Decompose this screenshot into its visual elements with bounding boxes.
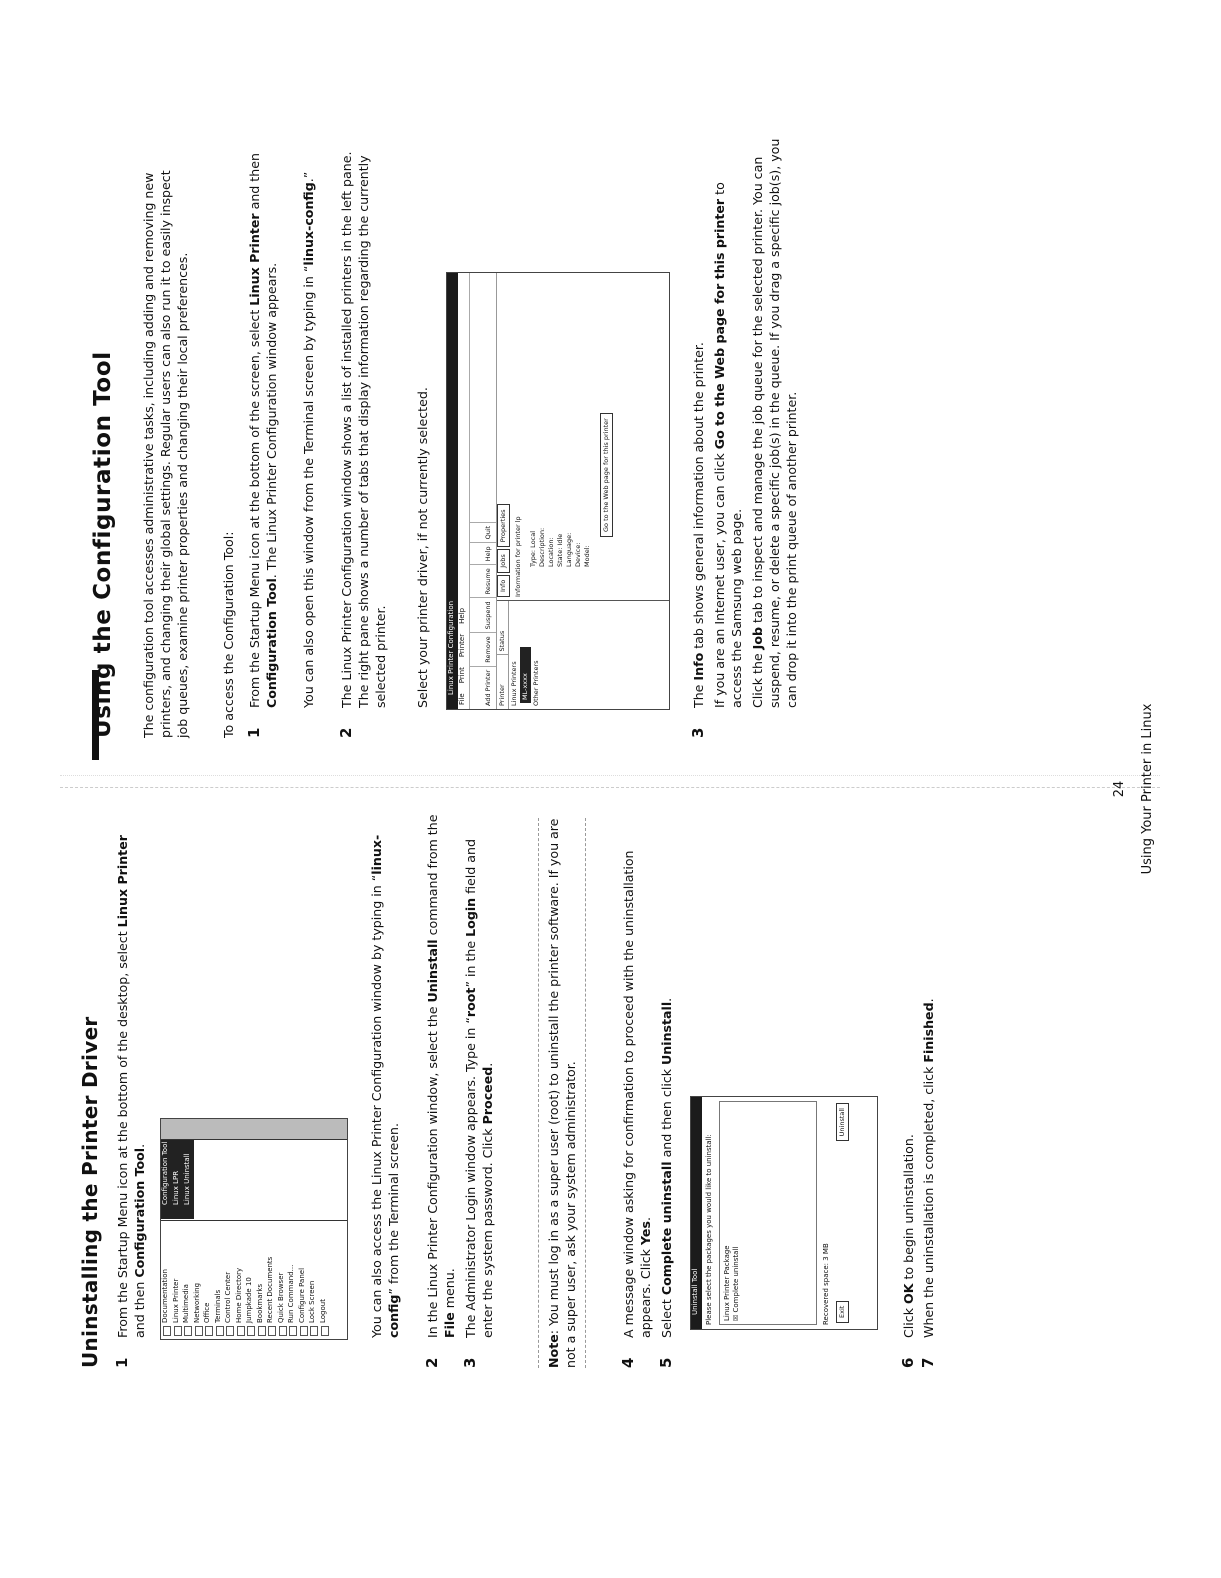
config-window-title: Linux Printer Configuration xyxy=(447,273,458,709)
menu-print[interactable]: Print xyxy=(458,667,466,684)
toolbar-resume-button[interactable]: Resume xyxy=(470,564,496,597)
printer-info-pane xyxy=(497,273,669,597)
info-field-location: Location: xyxy=(547,537,555,567)
uninstall-dialog-title: Uninstall Tool xyxy=(691,1097,702,1329)
note-box xyxy=(538,818,586,1368)
menu-item-linux-printer[interactable]: Linux Printer xyxy=(172,1221,183,1339)
step-number: 2 xyxy=(337,727,355,738)
section-title-uninstall: Uninstalling the Printer Driver xyxy=(78,1016,102,1368)
step-text: When the uninstallation is completed, click Finished. xyxy=(921,998,936,1338)
config-menubar xyxy=(458,273,470,709)
status-column-header[interactable]: Status xyxy=(498,630,506,652)
uninstall-dialog-screenshot xyxy=(690,1096,878,1330)
column-divider-secondary xyxy=(60,775,1160,776)
submenu-item-linux-lpr[interactable]: Linux LPR xyxy=(172,1170,180,1205)
step-text: From the Startup Menu icon at the bottom of the screen, select Linux Printer and then Configuration Tool. The Linux Printer Configuration window appears. xyxy=(247,153,279,708)
step-text xyxy=(690,138,800,708)
intro-paragraph: The configuration tool accesses administrative tasks, including adding and removing new printers, and changing their global settings. Regular users can also run it to easily inspect job queues, examine printer properties and changing their local preferences. xyxy=(141,170,190,738)
menu-printer[interactable]: Printer xyxy=(458,633,466,658)
info-field-type: Type: Local xyxy=(529,530,537,567)
printer-list-pane xyxy=(497,600,669,709)
column-divider xyxy=(60,787,1160,788)
tab-properties[interactable]: Properties xyxy=(497,504,510,547)
web-page-description: If you are an Internet user, you can click Go to the Web page for this printer to access the Samsung web page. xyxy=(712,182,744,708)
toolbar-remove-button[interactable]: Remove xyxy=(470,632,496,665)
selected-printer[interactable]: ML-xxxx xyxy=(520,647,531,703)
startup-menu-screenshot xyxy=(160,1118,348,1340)
select-driver-text: Select your printer driver, if not currently selected. xyxy=(415,387,430,708)
left-column xyxy=(0,808,1221,1368)
linux-printer-submenu xyxy=(161,1139,194,1219)
menu-item-configure-panel[interactable]: Configure Panel xyxy=(298,1221,309,1339)
info-tab-description: The Info tab shows general information about the printer. xyxy=(691,342,706,708)
step-number: 5 xyxy=(657,1357,675,1368)
info-header: Information for printer lp xyxy=(514,516,522,597)
menu-file[interactable]: File xyxy=(458,693,466,705)
step-number: 4 xyxy=(619,1357,637,1368)
submenu-item-linux-uninstall[interactable]: Linux Uninstall xyxy=(183,1153,191,1205)
info-field-model: Model: xyxy=(583,545,591,567)
note-label: Note xyxy=(546,1334,561,1368)
printer-column-header[interactable]: Printer xyxy=(497,655,508,710)
job-tab-description: Click the Job tab to inspect and manage the job queue for the selected printer. You can suspend, resume, or delete a specific job(s) in the queue. If you drag a specific job(s), you can drop it into the print queue of another printer. xyxy=(750,138,799,708)
info-field-state: State: Idle xyxy=(556,533,564,567)
step-number: 1 xyxy=(113,1357,131,1368)
menu-item-logout[interactable]: Logout xyxy=(319,1221,330,1339)
also-access-note: You can also access the Linux Printer Configuration window by typing in “linux-config” from the Terminal screen. xyxy=(369,834,401,1338)
step-text: Click OK to begin uninstallation. xyxy=(901,1134,916,1338)
info-field-language: Language: xyxy=(565,532,573,567)
toolbar-add-printer-button[interactable]: Add Printer xyxy=(470,666,496,709)
toolbar-quit-button[interactable]: Quit xyxy=(470,522,496,543)
tree-other-printers[interactable]: Other Printers xyxy=(532,660,540,706)
submenu-item-configuration-tool[interactable]: Configuration Tool xyxy=(161,1141,169,1205)
menu-item-quick-browser[interactable]: Quick Browser xyxy=(277,1221,288,1339)
step-text: The Linux Printer Configuration window shows a list of installed printers in the left pane. The right pane shows a number of tabs that display information regarding the currently selected printer. xyxy=(339,151,388,708)
toolbar-help-button[interactable]: Help xyxy=(470,542,496,564)
menu-item-recent-documents[interactable]: Recent Documents xyxy=(266,1221,277,1339)
tree-linux-printers[interactable]: Linux Printers xyxy=(510,661,518,706)
step-text: The Administrator Login window appears. Type in “root” in the Login field and enter the system password. Click Proceed. xyxy=(463,839,495,1338)
menu-item-terminals[interactable]: Terminals xyxy=(214,1221,225,1339)
config-toolbar xyxy=(470,273,497,709)
step-text: Select Complete uninstall and then click Uninstall. xyxy=(659,997,674,1338)
step-text: In the Linux Printer Configuration window, select the Uninstall command from the File menu. xyxy=(425,814,457,1338)
menu-item-lock-screen[interactable]: Lock Screen xyxy=(308,1221,319,1339)
info-field-device: Device: xyxy=(574,542,582,567)
section-title-config-tool: Using the Configuration Tool xyxy=(90,351,116,738)
menu-item-control-center[interactable]: Control Center xyxy=(224,1221,235,1339)
tab-jobs[interactable]: Jobs xyxy=(497,549,510,572)
menu-item-bookmarks[interactable]: Bookmarks xyxy=(256,1221,267,1339)
menu-item-documentation[interactable]: Documentation xyxy=(161,1221,172,1339)
menu-item-office[interactable]: Office xyxy=(203,1221,214,1339)
package-list xyxy=(719,1101,817,1325)
step-number: 6 xyxy=(899,1357,917,1368)
startup-menu-list xyxy=(161,1220,347,1339)
menu-item-multimedia[interactable]: Multimedia xyxy=(182,1221,193,1339)
menu-item-run-command[interactable]: Run Command... xyxy=(287,1221,298,1339)
step-text: A message window asking for confirmation to proceed with the uninstallation appears. Click Yes. xyxy=(621,850,653,1338)
footer-section-title: Using Your Printer in Linux xyxy=(1140,703,1155,875)
step-text: From the Startup Menu icon at the bottom of the desktop, select Linux Printer and then Configuration Tool. xyxy=(115,835,147,1338)
complete-uninstall-checkbox[interactable]: ☒ Complete uninstall xyxy=(732,1246,740,1321)
step-number: 2 xyxy=(423,1357,441,1368)
also-open-note: You can also open this window from the Terminal screen by typing in “linux-config.” xyxy=(301,171,316,708)
info-fields xyxy=(529,273,592,567)
complete-uninstall-label: Complete uninstall xyxy=(732,1246,740,1313)
exit-button[interactable]: Exit xyxy=(836,1301,849,1323)
info-field-description: Description: xyxy=(538,527,546,567)
menu-item-networking[interactable]: Networking xyxy=(193,1221,204,1339)
package-name: Linux Printer Package xyxy=(723,1245,731,1321)
go-to-web-page-button[interactable]: Go to the Web page for this printer xyxy=(600,413,613,537)
toolbar-suspend-button[interactable]: Suspend xyxy=(470,597,496,632)
step-number: 7 xyxy=(919,1357,937,1368)
right-column xyxy=(0,138,1221,738)
tab-info[interactable]: Info xyxy=(497,575,510,597)
menu-help[interactable]: Help xyxy=(458,607,466,624)
page-number: 24 xyxy=(1112,780,1127,798)
menu-item-home-directory[interactable]: Home Directory xyxy=(235,1221,246,1339)
uninstall-prompt: Please select the packages you would like to uninstall: xyxy=(705,1134,713,1325)
access-heading: To access the Configuration Tool: xyxy=(221,531,236,738)
step-number: 3 xyxy=(461,1357,479,1368)
step-number: 3 xyxy=(689,727,707,738)
menu-item-jumpkade-10[interactable]: Jumpkade 10 xyxy=(245,1221,256,1339)
info-tabs xyxy=(497,273,510,597)
note-text: : You must log in as a super user (root) to uninstall the printer software. If you are not a super user, ask your system administrator. xyxy=(546,818,578,1368)
desktop-taskbar xyxy=(161,1119,347,1140)
step-number: 1 xyxy=(245,727,263,738)
config-window-screenshot xyxy=(446,272,670,710)
uninstall-button[interactable]: Uninstall xyxy=(836,1103,849,1141)
recovered-space: Recovered space: 3 MB xyxy=(822,1243,830,1325)
